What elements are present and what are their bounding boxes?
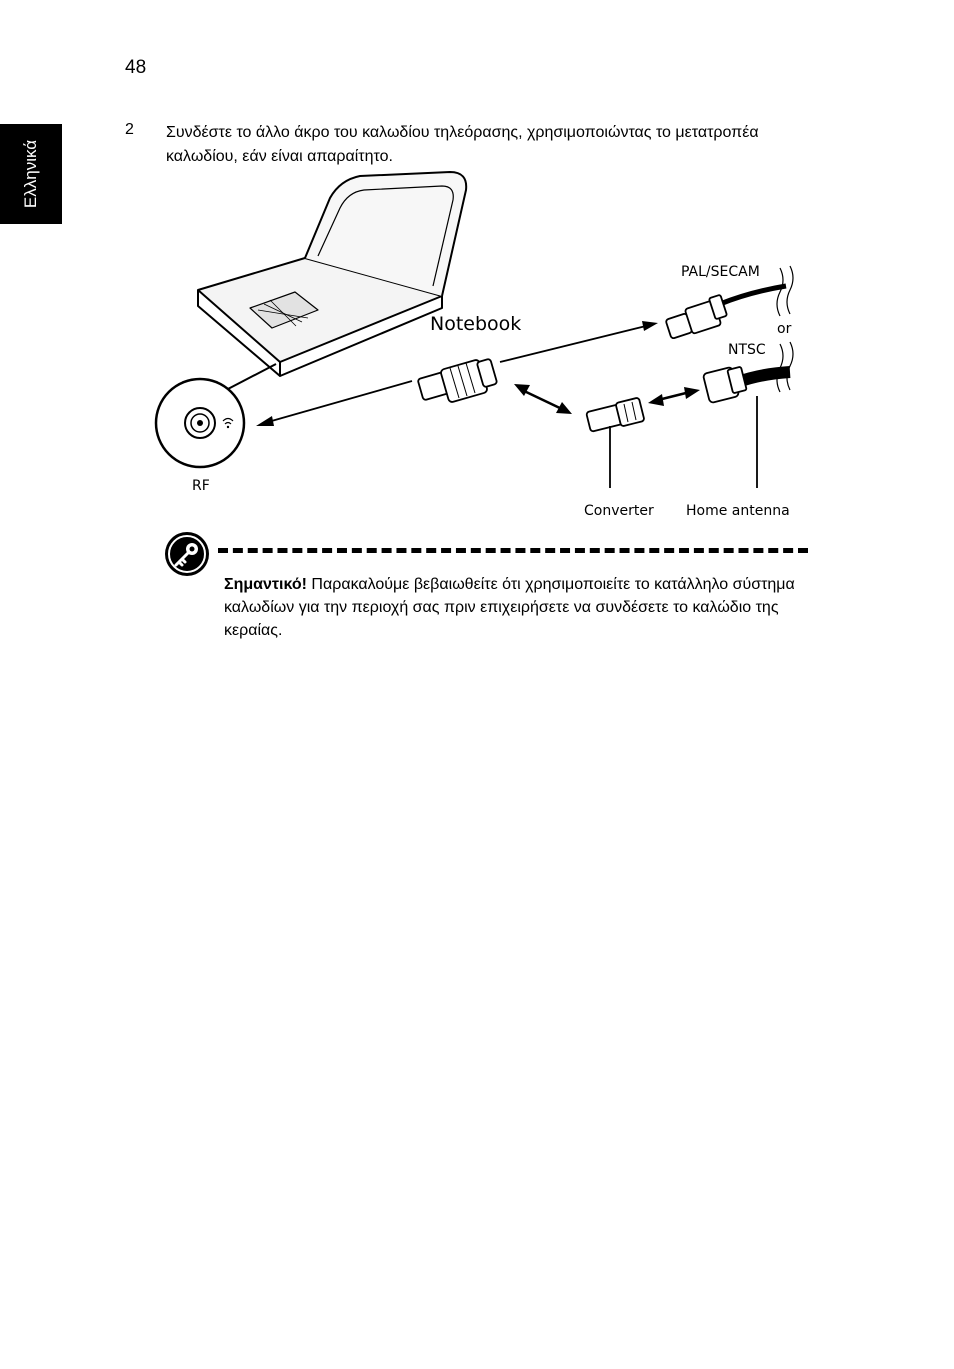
step-number: 2 xyxy=(125,121,134,138)
cable-break-mark xyxy=(777,266,793,316)
language-side-tab xyxy=(0,124,62,224)
important-note-label: Σημαντικό! xyxy=(224,576,307,593)
key-icon xyxy=(163,530,211,578)
arrow-plug-converter xyxy=(514,384,572,414)
important-note-text: Παρακαλούμε βεβαιωθείτε ότι χρησιμοποιείτε το κατάλληλο σύστημα καλωδίων για την περιοχή σας πριν επιχειρήσετε να συνδέσετε το καλώδιο της κεραίας. xyxy=(224,576,795,639)
converter-illustration xyxy=(586,397,644,431)
home-antenna-label: Home antenna xyxy=(686,503,790,519)
important-note xyxy=(224,573,814,642)
or-label: or xyxy=(777,321,792,337)
tv-cable-plug-illustration xyxy=(418,359,498,403)
arrow-to-rf xyxy=(256,381,412,426)
pal-secam-connector-illustration xyxy=(665,286,786,339)
notebook-label: Notebook xyxy=(430,313,522,335)
converter-label: Converter xyxy=(584,503,654,519)
ntsc-label: NTSC xyxy=(728,342,766,358)
rf-label: RF xyxy=(192,478,210,494)
leader-line xyxy=(226,364,276,390)
rf-port-zoom xyxy=(156,379,244,467)
language-side-tab-label: Ελληνικά xyxy=(21,139,40,209)
arrow-converter-ntsc xyxy=(648,387,700,406)
step-instruction: Συνδέστε το άλλο άκρο του καλωδίου τηλεόρασης, χρησιμοποιώντας το μετατροπέα καλωδίου, εάν είναι απαραίτητο. xyxy=(166,124,759,165)
arrow-to-pal-secam xyxy=(500,321,658,362)
tv-antenna-connection-diagram xyxy=(150,168,810,528)
page-number: 48 xyxy=(125,57,147,78)
pal-secam-label: PAL/SECAM xyxy=(681,264,760,280)
note-divider xyxy=(218,548,808,553)
notebook-illustration xyxy=(198,172,466,376)
